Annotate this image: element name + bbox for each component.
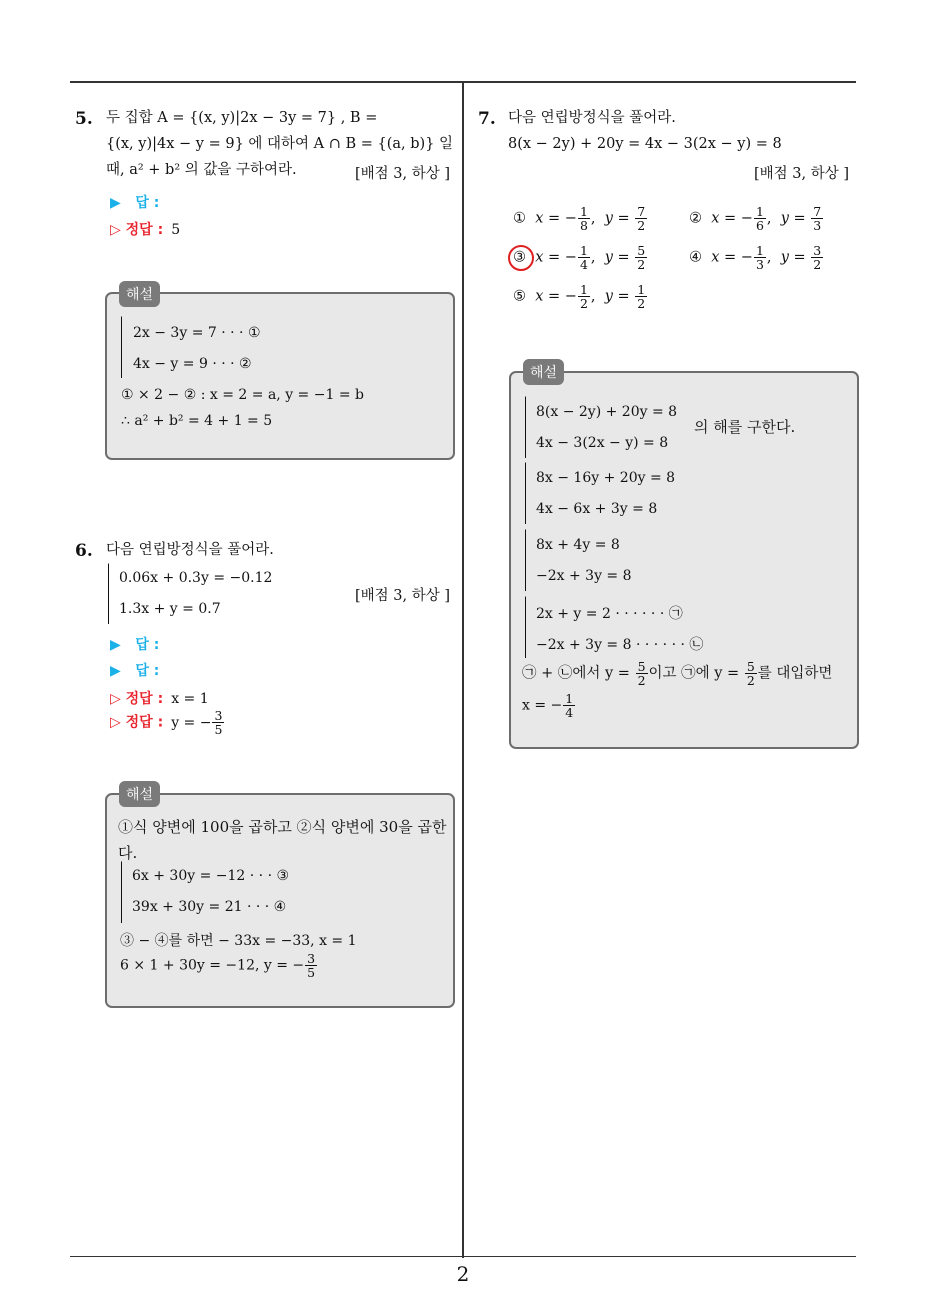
- answer-row: [110, 660, 159, 680]
- question-5-number: 5.: [75, 109, 93, 129]
- answer-label: 답 :: [135, 195, 160, 211]
- choice-5[interactable]: ⑤ x = − $\frac{1}{2}$ , y = $\frac{1}{2}$: [513, 282, 646, 312]
- correct-label: 정답 :: [125, 691, 164, 707]
- bottom-rule: [70, 1256, 856, 1257]
- play-icon: ▶: [110, 663, 121, 679]
- question-7-score: [배점 3, 하상 ]: [754, 166, 850, 182]
- question-7-line2: 8(x − 2y) + 20y = 4x − 3(2x − y) = 8: [508, 136, 782, 152]
- system-brace: [121, 316, 128, 378]
- solution-step-1: ① × 2 − ② : x = 2 = a, y = −1 = b: [121, 387, 364, 403]
- system-eq-1: 6x + 30y = −12 · · · ③: [132, 868, 290, 884]
- explanation-tag: 해설: [119, 781, 160, 807]
- system-a-eq-2: 4x − 3(2x − y) = 8: [536, 435, 669, 451]
- answer-label: 답 :: [135, 637, 160, 653]
- correct-answer-row: [110, 688, 209, 708]
- system-eq-1: 2x − 3y = 7 · · · ①: [133, 325, 261, 341]
- system-brace: [525, 396, 532, 458]
- explanation-tag: 해설: [119, 281, 160, 307]
- system-b-eq-2: 4x − 6x + 3y = 8: [536, 501, 658, 517]
- answer-row: [110, 192, 159, 212]
- choice-3[interactable]: ③ x = − $\frac{1}{4}$ , y = $\frac{5}{2}$: [513, 243, 646, 273]
- system-a-eq-1: 8(x − 2y) + 20y = 8: [536, 404, 678, 420]
- system-a-note: 의 해를 구한다.: [694, 418, 796, 436]
- substitution-line: ㉠ + ㉡에서 y = $\frac{5}{2}$ 이고 ㉠에 y = $\frac{5}{2}$ 를 대입하면: [522, 659, 833, 689]
- question-5-score: [배점 3, 하상 ]: [355, 166, 451, 182]
- correct-answer-row: [110, 709, 225, 736]
- question-7-number: 7.: [478, 109, 496, 129]
- outline-play-icon: ▷: [110, 714, 121, 731]
- answer-label: 답 :: [135, 663, 160, 679]
- correct-label: 정답 :: [125, 222, 164, 238]
- system-eq-1: 0.06x + 0.3y = −0.12: [119, 570, 273, 586]
- system-eq-2: 39x + 30y = 21 · · · ④: [132, 899, 287, 915]
- answer-row: [110, 634, 159, 654]
- system-c-eq-1: 8x + 4y = 8: [536, 537, 620, 553]
- correct-value-y: y = − $\frac{3}{5}$: [171, 708, 223, 738]
- correct-value: 5: [171, 222, 181, 238]
- solution-step-2: 6 × 1 + 30y = −12, y = − $\frac{3}{5}$: [120, 951, 316, 981]
- final-result: x = − $\frac{1}{4}$: [522, 691, 574, 721]
- column-divider: [462, 83, 464, 1258]
- question-5-line1: 두 집합 A = {(x, y)|2x − 3y = 7} , B =: [106, 110, 378, 126]
- system-brace: [525, 529, 532, 591]
- choice-1[interactable]: ① x = − $\frac{1}{8}$ , y = $\frac{7}{2}$: [513, 204, 646, 234]
- solution-step-1: ③ − ④를 하면 − 33x = −33, x = 1: [120, 933, 357, 949]
- system-b-eq-1: 8x − 16y + 20y = 8: [536, 470, 676, 486]
- question-7-line1: 다음 연립방정식을 풀어라.: [508, 110, 676, 126]
- question-6-number: 6.: [75, 541, 93, 561]
- question-5-line2: {(x, y)|4x − y = 9} 에 대하여 A ∩ B = {(a, b)} 일: [106, 136, 454, 152]
- system-d-eq-1: 2x + y = 2 · · · · · · ㉠: [536, 606, 683, 622]
- system-eq-2: 1.3x + y = 0.7: [119, 601, 221, 617]
- correct-value-x: x = 1: [171, 691, 209, 707]
- question-5-line3: 때, a² + b² 의 값을 구하여라.: [106, 162, 297, 178]
- outline-play-icon: ▷: [110, 222, 121, 238]
- page-number: 2: [456, 1262, 470, 1286]
- choice-4[interactable]: ④ x = − $\frac{1}{3}$ , y = $\frac{3}{2}$: [689, 243, 822, 273]
- explanation-line-2: 다.: [118, 844, 138, 862]
- question-6-line1: 다음 연립방정식을 풀어라.: [106, 542, 274, 558]
- system-d-eq-2: −2x + 3y = 8 · · · · · · ㉡: [536, 637, 704, 653]
- play-icon: ▶: [110, 637, 121, 653]
- choice-2[interactable]: ② x = − $\frac{1}{6}$ , y = $\frac{7}{3}$: [689, 204, 822, 234]
- explanation-line-1: ①식 양변에 100을 곱하고 ②식 양변에 30을 곱한: [118, 818, 447, 836]
- correct-answer-row: [110, 219, 180, 239]
- system-brace: [525, 462, 532, 524]
- explanation-tag: 해설: [523, 359, 564, 385]
- system-eq-2: 4x − y = 9 · · · ②: [133, 356, 252, 372]
- system-brace: [108, 563, 115, 624]
- system-brace: [525, 596, 532, 658]
- solution-step-2: ∴ a² + b² = 4 + 1 = 5: [121, 413, 273, 429]
- system-c-eq-2: −2x + 3y = 8: [536, 568, 632, 584]
- outline-play-icon: ▷: [110, 691, 121, 707]
- correct-label: 정답 :: [125, 714, 164, 731]
- explanation-box-5: [105, 292, 455, 460]
- play-icon: ▶: [110, 195, 121, 211]
- question-6-score: [배점 3, 하상 ]: [355, 588, 451, 604]
- system-brace: [121, 861, 128, 923]
